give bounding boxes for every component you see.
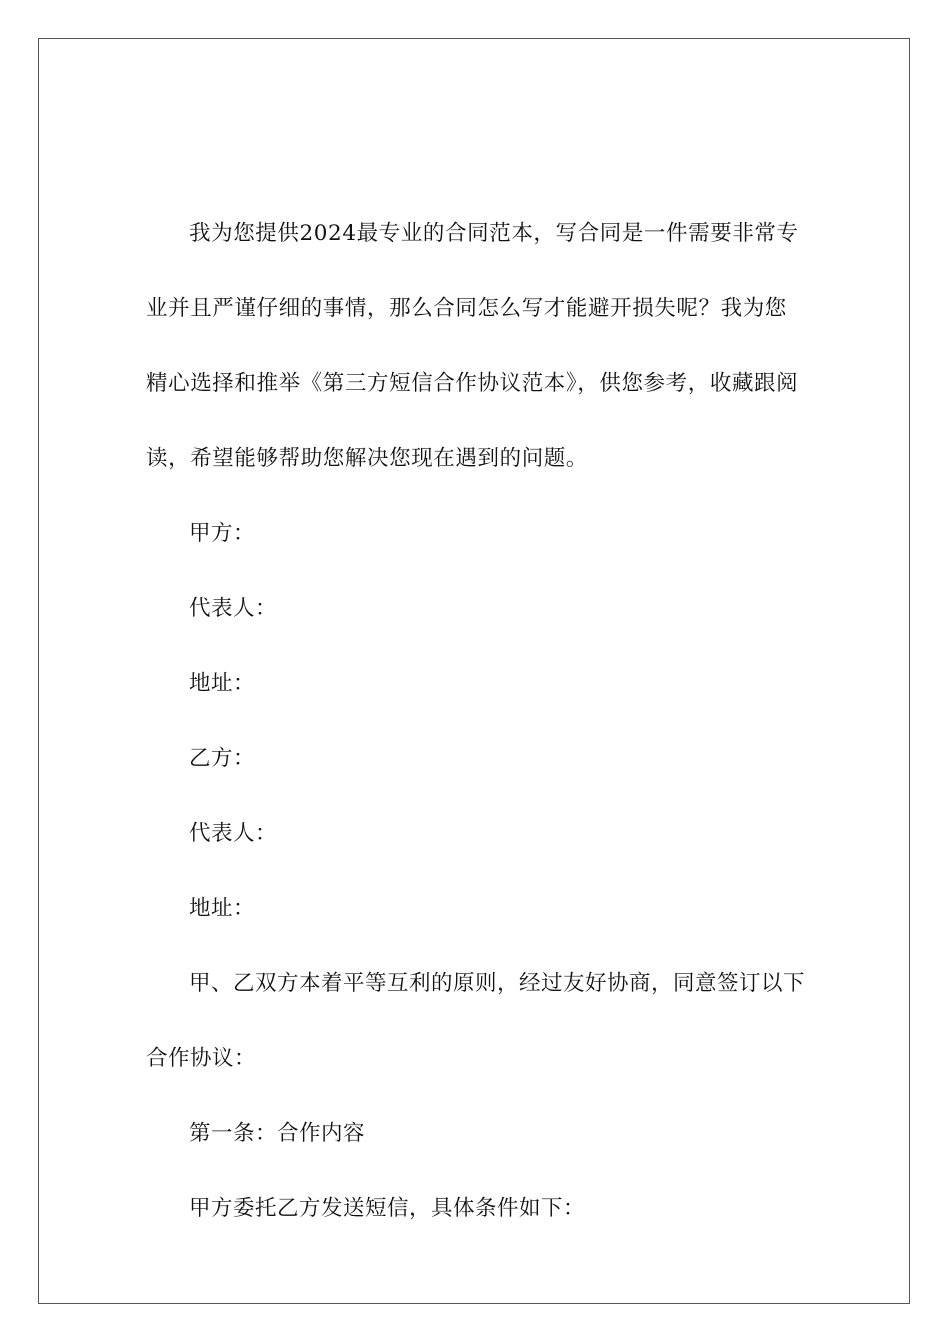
party-b-representative: 代表人： bbox=[189, 821, 278, 846]
article-1-title: 第一条：合作内容 bbox=[189, 1121, 366, 1146]
article-1-body: 甲方委托乙方发送短信，具体条件如下： bbox=[189, 1196, 586, 1221]
document-body bbox=[146, 196, 806, 1246]
party-b-label: 乙方： bbox=[189, 746, 256, 771]
party-a-address: 地址： bbox=[189, 671, 256, 696]
party-a-label: 甲方： bbox=[189, 521, 256, 546]
party-a-representative: 代表人： bbox=[189, 596, 278, 621]
preamble-paragraph: 甲、乙双方本着平等互利的原则，经过友好协商，同意签订以下合作协议： bbox=[146, 971, 806, 1071]
intro-paragraph: 我为您提供2024最专业的合同范本，写合同是一件需要非常专业并且严谨仔细的事情，那么合同怎么写才能避开损失呢？我为您精心选择和推举《第三方短信合作协议范本》，供您参考，收藏跟阅读，希望能够帮助您解决您现在遇到的问题。 bbox=[146, 221, 799, 471]
party-b-address: 地址： bbox=[189, 896, 256, 921]
